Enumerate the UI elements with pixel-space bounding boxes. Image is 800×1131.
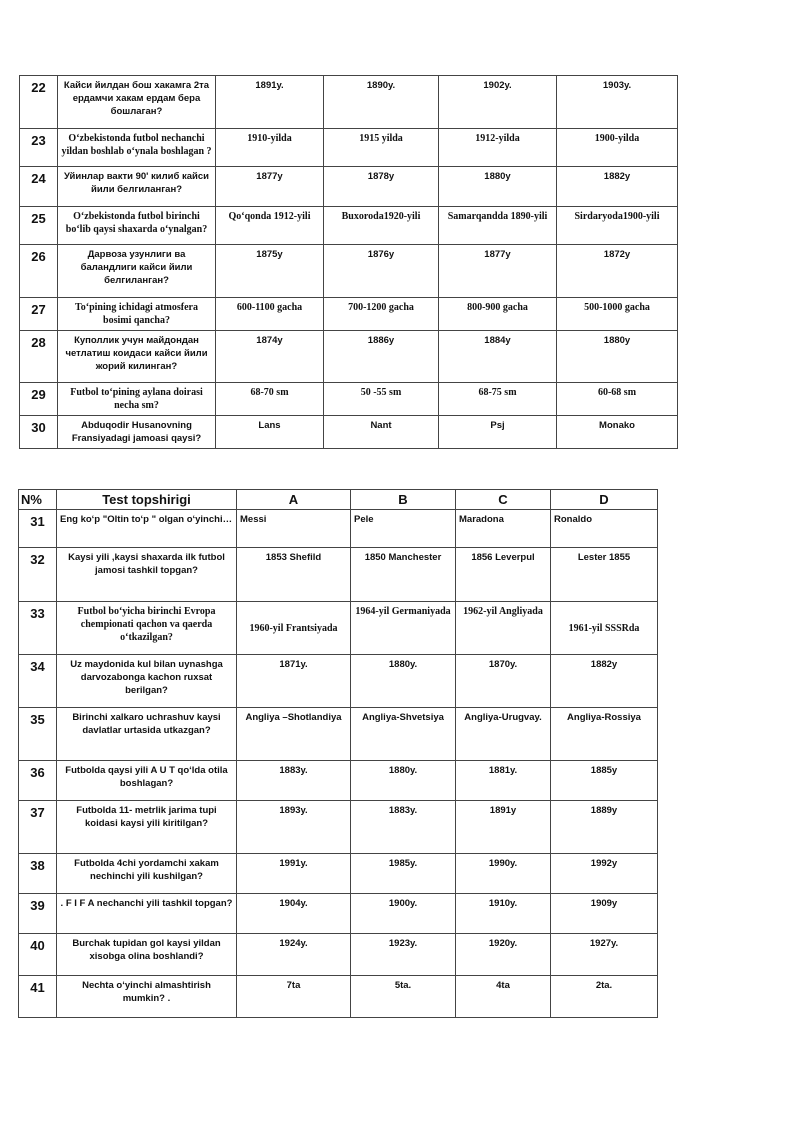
table-row (20, 383, 678, 416)
header-question: Test topshirigi (57, 490, 237, 510)
answer-a: 1891у. (216, 76, 324, 129)
answer-d: 1882у (551, 655, 658, 708)
question-number: 32 (19, 548, 57, 602)
answer-d: 2ta. (551, 976, 658, 1018)
question-number: 31 (19, 510, 57, 548)
questions-table-1 (19, 75, 678, 449)
answer-a: 1875у (216, 245, 324, 298)
question-text: Уйинлар вакти 90' килиб кайси йили белгиланган? (58, 167, 216, 207)
question-text: Куполлик учун майдондан четлатиш коидаси кайси йили жорий килинган? (58, 331, 216, 383)
table-row (20, 76, 678, 129)
answer-b: 1915 yilda (324, 129, 439, 167)
answer-b: 1883у. (351, 801, 456, 854)
question-number: 38 (19, 854, 57, 894)
question-text: Futbol to‘pining aylana doirasi necha sm? (58, 383, 216, 416)
question-text: Eng ko‘p "Oltin to‘p " olgan o‘yinchi… (57, 510, 237, 548)
answer-c: 1880у (439, 167, 557, 207)
table-row (19, 801, 658, 854)
answer-b: 1878у (324, 167, 439, 207)
answer-b: 1985у. (351, 854, 456, 894)
answer-b: 1850 Manchester (351, 548, 456, 602)
answer-b: 1886у (324, 331, 439, 383)
table-row (20, 207, 678, 245)
question-text: Burchak tupidan gol kaysi yildan xisobga olina boshlandi? (57, 934, 237, 976)
question-text: Futbolda 11- metrlik jarima tupi koidasi kaysi yili kiritilgan? (57, 801, 237, 854)
answer-d: Sirdaryoda1900-yili (557, 207, 678, 245)
table-row (20, 245, 678, 298)
answer-a: 1871у. (237, 655, 351, 708)
answer-c: Samarqandda 1890-yili (439, 207, 557, 245)
question-text: Futbol bo‘yicha birinchi Evropa chempionati qachon va qaerda o‘tkazilgan? (57, 602, 237, 655)
question-text: Кайси йилдан бош хакамга 2та ердамчи хакам ердам бера бошлаган? (58, 76, 216, 129)
answer-a: 1883у. (237, 761, 351, 801)
table-row (19, 602, 658, 655)
answer-c: 1920у. (456, 934, 551, 976)
answer-d: 1885у (551, 761, 658, 801)
answer-c: 1990у. (456, 854, 551, 894)
answer-b: 1964-yil Germaniyada (351, 602, 456, 655)
answer-b: 1900у. (351, 894, 456, 934)
answer-d: 1903у. (557, 76, 678, 129)
question-text: O‘zbekistonda futbol nechanchi yildan boshlab o‘ynala boshlagan ? (58, 129, 216, 167)
answer-b: Buxoroda1920-yili (324, 207, 439, 245)
table-row (20, 298, 678, 331)
answer-a: 1877у (216, 167, 324, 207)
answer-c: 68-75 sm (439, 383, 557, 416)
answer-d: 60-68 sm (557, 383, 678, 416)
answer-b: 700-1200 gacha (324, 298, 439, 331)
header-d: D (551, 490, 658, 510)
answer-d: 1900-yilda (557, 129, 678, 167)
answer-c: 4ta (456, 976, 551, 1018)
question-number: 28 (20, 331, 58, 383)
question-text: Abduqodir Husanovning Fransiyadagi jamoasi qaysi? (58, 416, 216, 449)
answer-a: 1991у. (237, 854, 351, 894)
table-row (20, 331, 678, 383)
table-row (19, 761, 658, 801)
answer-a: 1910-yilda (216, 129, 324, 167)
answer-d: Angliya-Rossiya (551, 708, 658, 761)
answer-d: 500-1000 gacha (557, 298, 678, 331)
answer-a: Messi (237, 510, 351, 548)
answer-c: 1902у. (439, 76, 557, 129)
answer-c: 1870у. (456, 655, 551, 708)
answer-a: 600-1100 gacha (216, 298, 324, 331)
answer-a: Lans (216, 416, 324, 449)
table-header-row (19, 490, 658, 510)
table-row (19, 510, 658, 548)
answer-a: 1924у. (237, 934, 351, 976)
answer-d: 1889у (551, 801, 658, 854)
answer-a: 1893у. (237, 801, 351, 854)
question-text: To‘pining ichidagi atmosfera bosimi qancha? (58, 298, 216, 331)
answer-a: 1874у (216, 331, 324, 383)
question-text: . F I F A nechanchi yili tashkil topgan? (57, 894, 237, 934)
header-number: N% (19, 490, 57, 510)
table-row (19, 708, 658, 761)
answer-a: 1904у. (237, 894, 351, 934)
answer-c: 800-900 gacha (439, 298, 557, 331)
question-number: 40 (19, 934, 57, 976)
answer-b: 5ta. (351, 976, 456, 1018)
answer-b: Angliya-Shvetsiya (351, 708, 456, 761)
question-number: 24 (20, 167, 58, 207)
answer-b: 1890у. (324, 76, 439, 129)
question-number: 36 (19, 761, 57, 801)
question-text: O‘zbekistonda futbol birinchi bo‘lib qaysi shaxarda o‘ynalgan? (58, 207, 216, 245)
answer-b: Pele (351, 510, 456, 548)
question-text: Birinchi xalkaro uchrashuv kaysi davlatlar urtasida utkazgan? (57, 708, 237, 761)
answer-c: 1912-yilda (439, 129, 557, 167)
question-text: Nechta o‘yinchi almashtirish mumkin? . (57, 976, 237, 1018)
answer-d: 1909у (551, 894, 658, 934)
table-row (20, 416, 678, 449)
question-text: Kaysi yili ,kaysi shaxarda ilk futbol jamosi tashkil topgan? (57, 548, 237, 602)
answer-a: 68-70 sm (216, 383, 324, 416)
answer-d: 1992у (551, 854, 658, 894)
question-number: 34 (19, 655, 57, 708)
answer-b: 1923у. (351, 934, 456, 976)
answer-a: Qo‘qonda 1912-yili (216, 207, 324, 245)
answer-d: 1882у (557, 167, 678, 207)
table-row (20, 129, 678, 167)
answer-b: 50 -55 sm (324, 383, 439, 416)
answer-b: Nant (324, 416, 439, 449)
table-row (19, 854, 658, 894)
question-number: 26 (20, 245, 58, 298)
table-row (19, 894, 658, 934)
answer-b: 1880у. (351, 655, 456, 708)
question-text: Uz maydonida kul bilan uynashga darvozabonga kachon ruxsat berilgan? (57, 655, 237, 708)
question-number: 27 (20, 298, 58, 331)
table-row (19, 934, 658, 976)
question-text: Futbolda 4chi yordamchi xakam nechinchi yili kushilgan? (57, 854, 237, 894)
answer-c: 1891у (456, 801, 551, 854)
question-text: Дарвоза узунлиги ва баландлиги кайси йили белгиланган? (58, 245, 216, 298)
answer-d: Ronaldo (551, 510, 658, 548)
table-row (19, 548, 658, 602)
table-row (19, 655, 658, 708)
answer-d: 1872у (557, 245, 678, 298)
answer-c: 1881у. (456, 761, 551, 801)
table-row (19, 976, 658, 1018)
answer-d: 1880у (557, 331, 678, 383)
header-c: C (456, 490, 551, 510)
answer-a: 7ta (237, 976, 351, 1018)
question-number: 33 (19, 602, 57, 655)
answer-d: 1927у. (551, 934, 658, 976)
question-number: 23 (20, 129, 58, 167)
header-b: B (351, 490, 456, 510)
answer-a: Angliya –Shotlandiya (237, 708, 351, 761)
answer-d: 1961-yil SSSRda (551, 602, 658, 655)
answer-a: 1853 Shefild (237, 548, 351, 602)
question-number: 37 (19, 801, 57, 854)
question-number: 41 (19, 976, 57, 1018)
answer-c: 1856 Leverpul (456, 548, 551, 602)
answer-c: Maradona (456, 510, 551, 548)
answer-d: Monako (557, 416, 678, 449)
questions-table-2 (18, 489, 658, 1018)
answer-c: 1962-yil Angliyada (456, 602, 551, 655)
question-number: 35 (19, 708, 57, 761)
answer-c: 1877у (439, 245, 557, 298)
answer-d: Lester 1855 (551, 548, 658, 602)
question-number: 30 (20, 416, 58, 449)
question-text: Futbolda qaysi yili A U T qo‘lda otila boshlagan? (57, 761, 237, 801)
answer-c: 1884у (439, 331, 557, 383)
header-a: A (237, 490, 351, 510)
answer-c: Psj (439, 416, 557, 449)
table-row (20, 167, 678, 207)
answer-c: 1910у. (456, 894, 551, 934)
question-number: 39 (19, 894, 57, 934)
answer-b: 1880у. (351, 761, 456, 801)
answer-b: 1876у (324, 245, 439, 298)
answer-a: 1960-yil Frantsiyada (237, 602, 351, 655)
question-number: 22 (20, 76, 58, 129)
question-number: 29 (20, 383, 58, 416)
question-number: 25 (20, 207, 58, 245)
answer-c: Angliya-Urugvay. (456, 708, 551, 761)
